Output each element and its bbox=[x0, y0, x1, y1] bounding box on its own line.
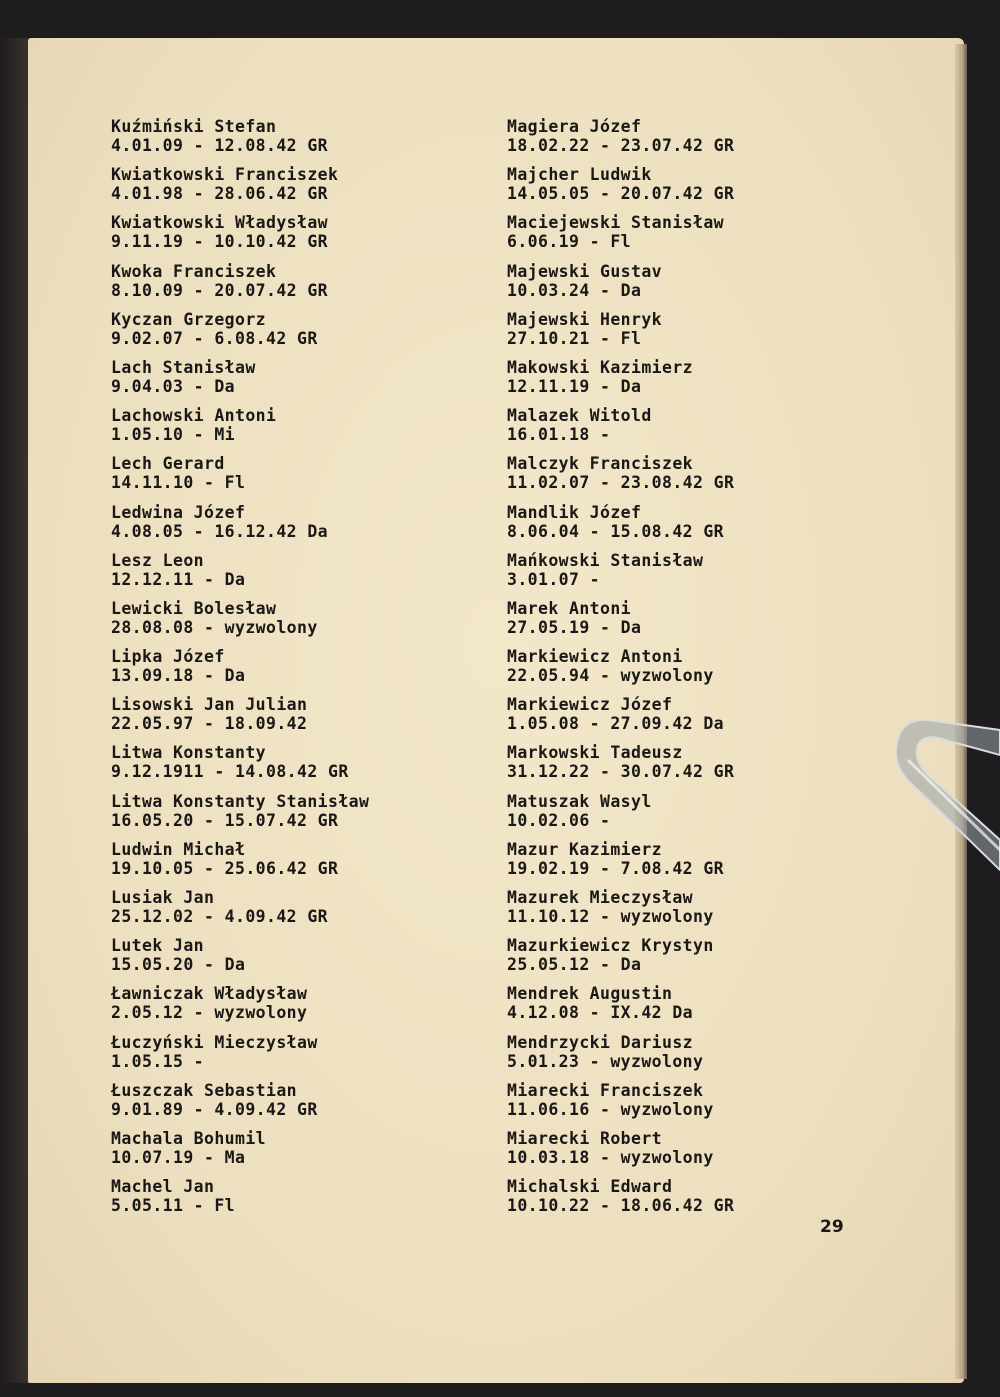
list-entry bbox=[111, 117, 441, 165]
person-name: Markowski Tadeusz bbox=[507, 743, 683, 763]
list-entry bbox=[111, 262, 441, 310]
list-entry bbox=[507, 117, 807, 165]
list-entry bbox=[111, 503, 441, 551]
person-dates: 11.02.07 - 23.08.42 GR bbox=[507, 473, 735, 493]
list-entry bbox=[111, 984, 441, 1032]
person-dates: 12.11.19 - Da bbox=[507, 376, 642, 396]
paper-clip bbox=[888, 720, 1000, 920]
person-dates: 1.05.15 - bbox=[111, 1051, 205, 1071]
list-entry bbox=[111, 1177, 441, 1225]
person-dates: 8.10.09 - 20.07.42 GR bbox=[111, 280, 329, 300]
list-entry bbox=[507, 1177, 807, 1225]
person-name: Kuźmiński Stefan bbox=[111, 117, 277, 136]
person-name: Lewicki Bolesław bbox=[111, 598, 277, 618]
list-entry bbox=[111, 1081, 441, 1129]
person-name: Ludwin Michał bbox=[111, 839, 246, 859]
person-dates: 11.06.16 - wyzwolony bbox=[507, 1099, 714, 1119]
list-entry bbox=[507, 936, 807, 984]
person-dates: 1.05.10 - Mi bbox=[111, 425, 236, 445]
person-name: Kwiatkowski Władysław bbox=[111, 213, 329, 233]
person-name: Majewski Henryk bbox=[507, 309, 663, 329]
person-dates: 9.04.03 - Da bbox=[111, 376, 236, 396]
left-name-list bbox=[111, 117, 441, 1225]
person-dates: 10.07.19 - Ma bbox=[111, 1147, 246, 1167]
person-dates: 28.08.08 - wyzwolony bbox=[111, 617, 318, 637]
person-dates: 10.02.06 - bbox=[507, 810, 611, 830]
person-name: Matuszak Wasyl bbox=[507, 791, 652, 811]
person-name: Mandlik Józef bbox=[507, 502, 642, 522]
person-name: Lachowski Antoni bbox=[111, 406, 277, 426]
person-dates: 15.05.20 - Da bbox=[111, 955, 246, 975]
person-name: Łuszczak Sebastian bbox=[111, 1080, 298, 1100]
list-entry bbox=[111, 1129, 441, 1177]
person-name: Mazurkiewicz Krystyn bbox=[507, 936, 714, 956]
person-dates: 4.08.05 - 16.12.42 Da bbox=[111, 521, 329, 541]
person-name: Kwoka Franciszek bbox=[111, 261, 277, 281]
person-dates: 27.05.19 - Da bbox=[507, 617, 642, 637]
person-dates: 12.12.11 - Da bbox=[111, 569, 246, 589]
person-name: Michalski Edward bbox=[507, 1177, 673, 1197]
list-entry bbox=[507, 647, 807, 695]
person-name: Ledwina Józef bbox=[111, 502, 246, 522]
person-name: Maciejewski Stanisław bbox=[507, 213, 725, 233]
list-entry bbox=[507, 743, 807, 791]
person-dates: 9.12.1911 - 14.08.42 GR bbox=[111, 762, 349, 782]
list-entry bbox=[507, 165, 807, 213]
person-dates: 6.06.19 - Fl bbox=[507, 232, 632, 252]
list-entry bbox=[111, 695, 441, 743]
person-dates: 19.02.19 - 7.08.42 GR bbox=[507, 858, 725, 878]
person-dates: 5.05.11 - Fl bbox=[111, 1196, 236, 1216]
list-entry bbox=[111, 888, 441, 936]
person-name: Miarecki Robert bbox=[507, 1128, 663, 1148]
person-dates: 14.05.05 - 20.07.42 GR bbox=[507, 184, 735, 204]
person-name: Majewski Gustav bbox=[507, 261, 663, 281]
list-entry bbox=[111, 454, 441, 502]
person-name: Markiewicz Józef bbox=[507, 695, 673, 715]
list-entry bbox=[507, 984, 807, 1032]
person-name: Lisowski Jan Julian bbox=[111, 695, 308, 715]
person-dates: 9.11.19 - 10.10.42 GR bbox=[111, 232, 329, 252]
person-name: Mazur Kazimierz bbox=[507, 839, 663, 859]
list-entry bbox=[111, 406, 441, 454]
right-name-list bbox=[507, 117, 807, 1225]
person-name: Łuczyński Mieczysław bbox=[111, 1032, 318, 1052]
person-name: Lutek Jan bbox=[111, 936, 205, 956]
list-entry bbox=[111, 599, 441, 647]
person-name: Machel Jan bbox=[111, 1177, 215, 1197]
person-dates: 18.02.22 - 23.07.42 GR bbox=[507, 136, 735, 155]
list-entry bbox=[507, 599, 807, 647]
person-dates: 16.01.18 - bbox=[507, 425, 611, 445]
list-entry bbox=[111, 358, 441, 406]
person-dates: 3.01.07 - bbox=[507, 569, 601, 589]
person-name: Mendrek Augustin bbox=[507, 984, 673, 1004]
list-entry bbox=[507, 358, 807, 406]
list-entry bbox=[111, 840, 441, 888]
person-name: Makowski Kazimierz bbox=[507, 357, 694, 377]
person-dates: 9.01.89 - 4.09.42 GR bbox=[111, 1099, 318, 1119]
list-entry bbox=[507, 1033, 807, 1081]
person-name: Mańkowski Stanisław bbox=[507, 550, 704, 570]
person-name: Machala Bohumil bbox=[111, 1128, 267, 1148]
person-dates: 16.05.20 - 15.07.42 GR bbox=[111, 810, 339, 830]
person-dates: 5.01.23 - wyzwolony bbox=[507, 1051, 704, 1071]
person-dates: 4.12.08 - IX.42 Da bbox=[507, 1003, 694, 1023]
person-name: Markiewicz Antoni bbox=[507, 647, 683, 667]
person-dates: 4.01.98 - 28.06.42 GR bbox=[111, 184, 329, 204]
person-dates: 9.02.07 - 6.08.42 GR bbox=[111, 328, 318, 348]
list-entry bbox=[111, 1033, 441, 1081]
person-dates: 10.03.24 - Da bbox=[507, 280, 642, 300]
person-dates: 10.10.22 - 18.06.42 GR bbox=[507, 1196, 735, 1216]
list-entry bbox=[507, 792, 807, 840]
person-name: Miarecki Franciszek bbox=[507, 1080, 704, 1100]
list-entry bbox=[111, 743, 441, 791]
person-dates: 22.05.94 - wyzwolony bbox=[507, 666, 714, 686]
person-dates: 31.12.22 - 30.07.42 GR bbox=[507, 762, 735, 782]
list-entry bbox=[507, 406, 807, 454]
person-dates: 19.10.05 - 25.06.42 GR bbox=[111, 858, 339, 878]
list-entry bbox=[507, 840, 807, 888]
person-name: Magiera Józef bbox=[507, 117, 642, 136]
person-name: Marek Antoni bbox=[507, 598, 632, 618]
list-entry bbox=[111, 551, 441, 599]
list-entry bbox=[507, 503, 807, 551]
person-dates: 25.12.02 - 4.09.42 GR bbox=[111, 907, 329, 926]
book-spine-shadow bbox=[0, 38, 30, 1383]
person-name: Ławniczak Władysław bbox=[111, 984, 308, 1004]
person-dates: 10.03.18 - wyzwolony bbox=[507, 1147, 714, 1167]
list-entry bbox=[507, 695, 807, 743]
person-dates: 22.05.97 - 18.09.42 bbox=[111, 714, 308, 734]
person-dates: 13.09.18 - Da bbox=[111, 666, 246, 686]
person-dates: 1.05.08 - 27.09.42 Da bbox=[507, 714, 725, 734]
page-number: 29 bbox=[820, 1217, 844, 1237]
person-dates: 25.05.12 - Da bbox=[507, 955, 642, 975]
person-dates: 27.10.21 - Fl bbox=[507, 328, 642, 348]
list-entry bbox=[507, 1129, 807, 1177]
list-entry bbox=[507, 262, 807, 310]
person-name: Litwa Konstanty bbox=[111, 743, 267, 763]
list-entry bbox=[111, 213, 441, 261]
person-name: Malazek Witold bbox=[507, 406, 652, 426]
page-edge bbox=[955, 44, 967, 1379]
person-name: Kyczan Grzegorz bbox=[111, 309, 267, 329]
person-dates: 14.11.10 - Fl bbox=[111, 473, 246, 493]
list-entry bbox=[111, 792, 441, 840]
list-entry bbox=[111, 165, 441, 213]
person-name: Lesz Leon bbox=[111, 550, 205, 570]
list-entry bbox=[507, 213, 807, 261]
person-name: Lach Stanisław bbox=[111, 357, 256, 377]
person-name: Lech Gerard bbox=[111, 454, 225, 474]
list-entry bbox=[507, 454, 807, 502]
list-entry bbox=[507, 551, 807, 599]
list-entry bbox=[111, 936, 441, 984]
person-name: Kwiatkowski Franciszek bbox=[111, 165, 339, 185]
list-entry bbox=[507, 310, 807, 358]
person-name: Malczyk Franciszek bbox=[507, 454, 694, 474]
person-dates: 2.05.12 - wyzwolony bbox=[111, 1003, 308, 1023]
person-dates: 11.10.12 - wyzwolony bbox=[507, 907, 714, 926]
person-name: Majcher Ludwik bbox=[507, 165, 652, 185]
person-name: Mazurek Mieczysław bbox=[507, 888, 694, 907]
person-name: Litwa Konstanty Stanisław bbox=[111, 791, 370, 811]
list-entry bbox=[507, 1081, 807, 1129]
list-entry bbox=[111, 647, 441, 695]
person-dates: 8.06.04 - 15.08.42 GR bbox=[507, 521, 725, 541]
person-name: Mendrzycki Dariusz bbox=[507, 1032, 694, 1052]
person-name: Lusiak Jan bbox=[111, 888, 215, 907]
list-entry bbox=[507, 888, 807, 936]
person-dates: 4.01.09 - 12.08.42 GR bbox=[111, 136, 329, 155]
list-entry bbox=[111, 310, 441, 358]
person-name: Lipka Józef bbox=[111, 647, 225, 667]
